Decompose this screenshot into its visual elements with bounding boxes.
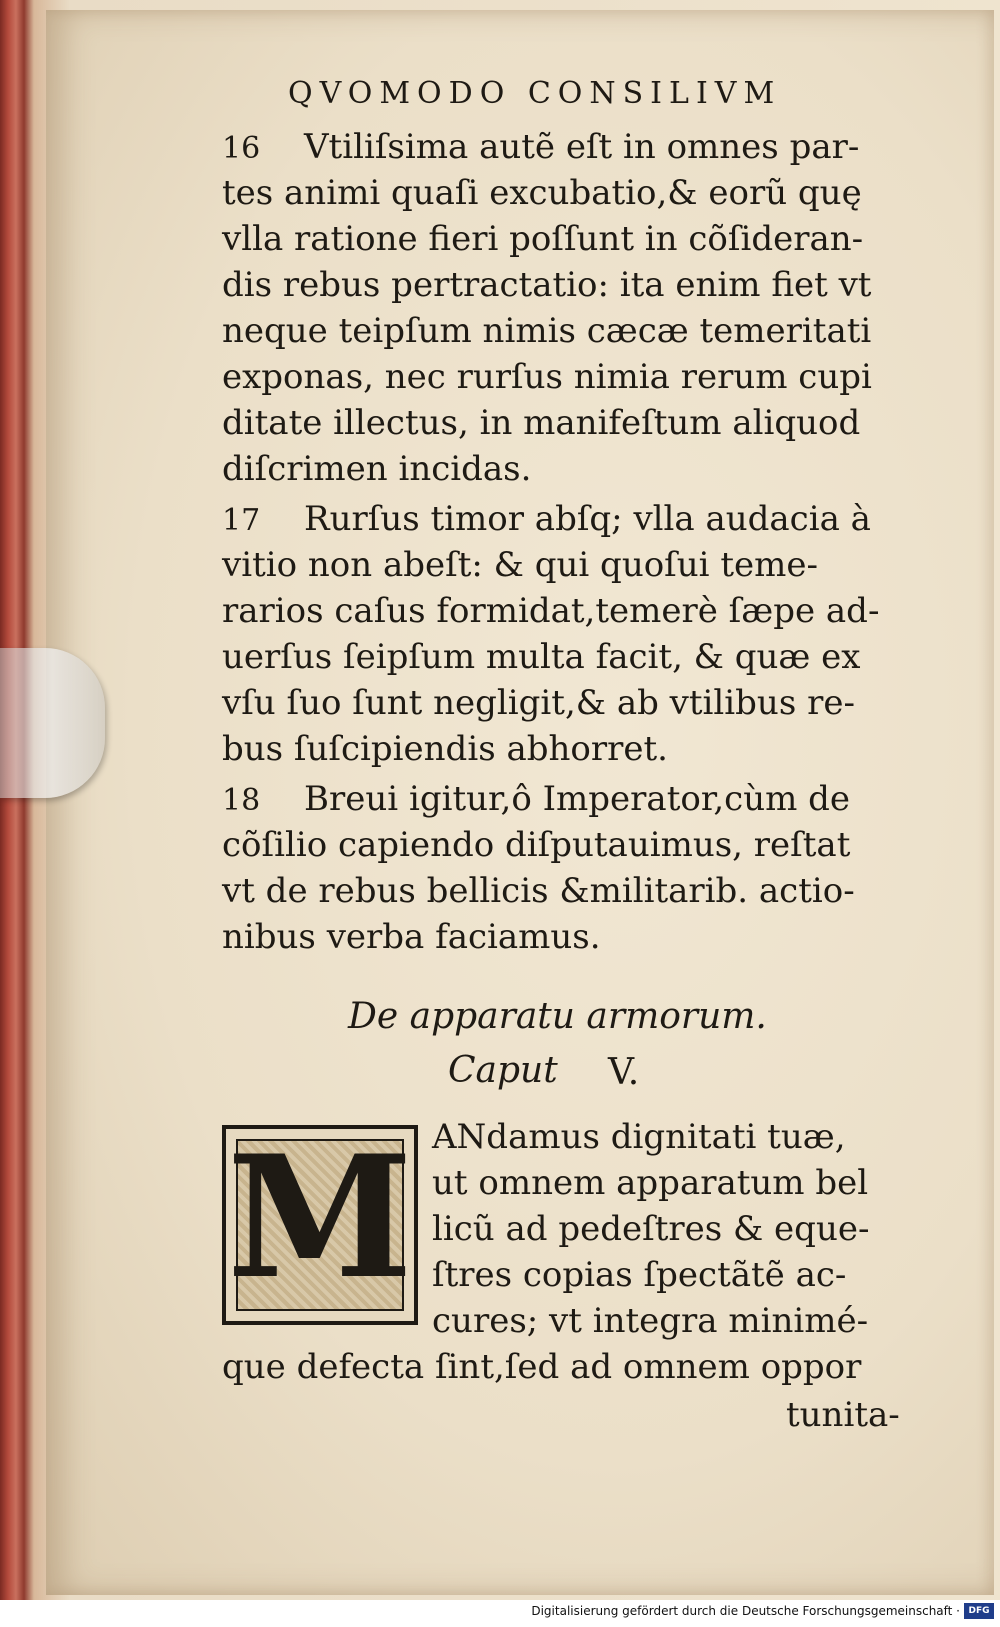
initial-letter: M <box>227 1118 413 1316</box>
paragraph-number: 17 <box>222 503 261 538</box>
text-line: ANdamus dignitati tuæ, <box>432 1117 846 1157</box>
text-line: 16 Vtiliſsima autẽ eſt in omnes par- <box>222 124 902 170</box>
chapter-caput: Caput <box>448 1050 558 1091</box>
chapter-number: V. <box>608 1052 640 1093</box>
running-head: QVOMODO CONSILIVM <box>288 76 782 111</box>
text-line: que defecta ſint,ſed ad omnem oppor <box>222 1347 862 1387</box>
text-line: nibus verba faciamus. <box>222 917 601 957</box>
text-line: ſtres copias ſpectãtẽ ac- <box>432 1255 847 1295</box>
catchword: tunita- <box>786 1395 900 1435</box>
decorated-initial <box>222 1118 418 1325</box>
page-clip <box>0 648 105 798</box>
text-line: vitio non abeſt: & qui quoſui teme- <box>222 545 818 585</box>
text-line: ut omnem apparatum bel <box>432 1163 869 1203</box>
footer-bar <box>0 1600 1000 1627</box>
text-line: cõſilio capiendo diſputauimus, reſtat <box>222 825 851 865</box>
text-line: bus ſuſcipiendis abhorret. <box>222 729 668 769</box>
text-line: licũ ad pedeſtres & eque- <box>432 1209 870 1249</box>
text-line: vlla ratione fieri poſſunt in cõſideran- <box>222 219 864 259</box>
text-line: ditate illectus, in manifeſtum aliquod <box>222 403 861 443</box>
text-line: cures; vt integra minimé- <box>432 1301 869 1341</box>
text-line: vſu ſuo ſunt negligit,& ab vtilibus re- <box>222 683 855 723</box>
text-line: 18 Breui igitur,ô Imperator,cùm de <box>222 776 902 822</box>
text-line: rarios caſus formidat,temerè ſæpe ad- <box>222 591 880 631</box>
text-line: 17 Rurſus timor abſq; vlla audacia à <box>222 496 902 542</box>
paragraph-number: 18 <box>222 783 261 818</box>
dfg-logo: DFG <box>964 1603 994 1619</box>
text-line: diſcrimen incidas. <box>222 449 532 489</box>
footer-credit: Digitalisierung gefördert durch die Deutsche Forschungsgemeinschaft · <box>531 1604 960 1618</box>
text-line: exponas, nec rurſus nimia rerum cupi <box>222 357 872 397</box>
text-line: tes animi quaſi excubatio,& eorũ quę <box>222 173 862 213</box>
paragraph-number: 16 <box>222 131 261 166</box>
text-line: neque teipſum nimis cæcæ temeritati <box>222 311 872 351</box>
text-line: uerſus ſeipſum multa facit, & quæ ex <box>222 637 861 677</box>
text-line: vt de rebus bellicis &militarib. actio- <box>222 871 855 911</box>
chapter-title: De apparatu armorum. <box>348 996 767 1037</box>
text-line: dis rebus pertractatio: ita enim fiet vt <box>222 265 872 305</box>
